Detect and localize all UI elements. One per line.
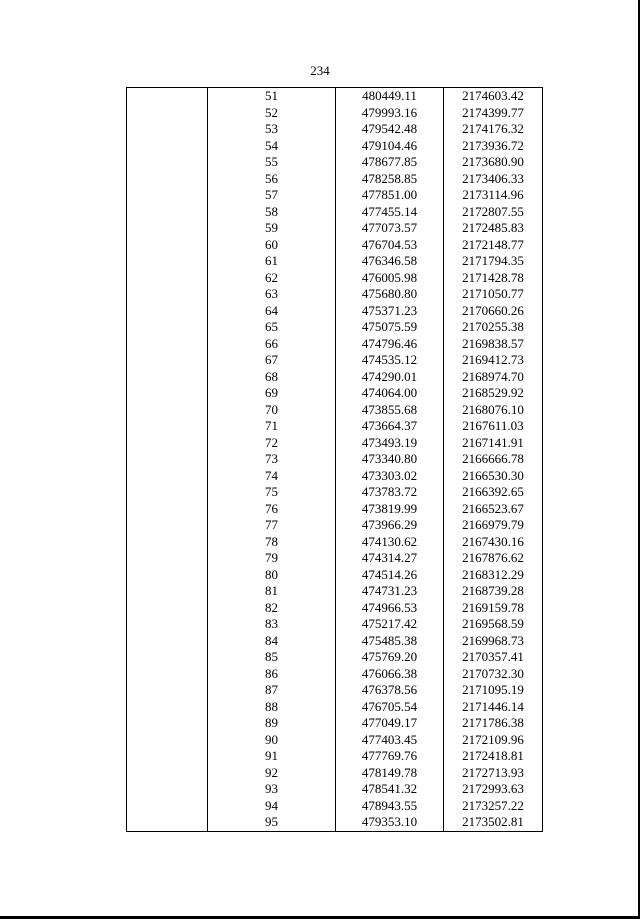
blank-cell	[127, 418, 208, 435]
blank-cell	[127, 154, 208, 171]
vertex-number-cell: 56	[208, 171, 336, 188]
y-coordinate-cell: 2170732.30	[444, 666, 543, 683]
vertex-number-cell: 52	[208, 105, 336, 122]
y-coordinate-cell: 2167141.91	[444, 435, 543, 452]
table-row	[127, 814, 543, 831]
x-coordinate-cell: 475680.80	[336, 286, 444, 303]
blank-cell	[127, 649, 208, 666]
vertex-number-cell: 90	[208, 732, 336, 749]
x-coordinate-cell: 474796.46	[336, 336, 444, 353]
vertex-number-cell: 73	[208, 451, 336, 468]
vertex-number-cell: 78	[208, 534, 336, 551]
vertex-number-cell: 60	[208, 237, 336, 254]
table-row	[127, 88, 543, 105]
blank-cell	[127, 121, 208, 138]
blank-cell	[127, 204, 208, 221]
blank-cell	[127, 748, 208, 765]
vertex-number-cell: 67	[208, 352, 336, 369]
coordinate-table-wrapper	[126, 87, 543, 832]
table-row	[127, 798, 543, 815]
blank-cell	[127, 616, 208, 633]
vertex-number-cell: 76	[208, 501, 336, 518]
y-coordinate-cell: 2171428.78	[444, 270, 543, 287]
x-coordinate-cell: 479353.10	[336, 814, 444, 831]
x-coordinate-cell: 473819.99	[336, 501, 444, 518]
table-row	[127, 435, 543, 452]
x-coordinate-cell: 473664.37	[336, 418, 444, 435]
x-coordinate-cell: 477403.45	[336, 732, 444, 749]
vertex-number-cell: 68	[208, 369, 336, 386]
blank-cell	[127, 517, 208, 534]
table-row	[127, 550, 543, 567]
blank-cell	[127, 270, 208, 287]
x-coordinate-cell: 476346.58	[336, 253, 444, 270]
x-coordinate-cell: 474966.53	[336, 600, 444, 617]
x-coordinate-cell: 475075.59	[336, 319, 444, 336]
vertex-number-cell: 83	[208, 616, 336, 633]
y-coordinate-cell: 2173680.90	[444, 154, 543, 171]
y-coordinate-cell: 2172993.63	[444, 781, 543, 798]
x-coordinate-cell: 479993.16	[336, 105, 444, 122]
y-coordinate-cell: 2168529.92	[444, 385, 543, 402]
x-coordinate-cell: 474290.01	[336, 369, 444, 386]
table-row	[127, 171, 543, 188]
x-coordinate-cell: 475485.38	[336, 633, 444, 650]
blank-cell	[127, 666, 208, 683]
table-row	[127, 319, 543, 336]
blank-cell	[127, 171, 208, 188]
table-row	[127, 682, 543, 699]
blank-cell	[127, 88, 208, 105]
blank-cell	[127, 402, 208, 419]
y-coordinate-cell: 2166392.65	[444, 484, 543, 501]
blank-cell	[127, 138, 208, 155]
vertex-number-cell: 65	[208, 319, 336, 336]
y-coordinate-cell: 2174176.32	[444, 121, 543, 138]
vertex-number-cell: 85	[208, 649, 336, 666]
table-row	[127, 204, 543, 221]
y-coordinate-cell: 2173502.81	[444, 814, 543, 831]
y-coordinate-cell: 2169968.73	[444, 633, 543, 650]
x-coordinate-cell: 474535.12	[336, 352, 444, 369]
table-row	[127, 187, 543, 204]
table-row	[127, 303, 543, 320]
y-coordinate-cell: 2170255.38	[444, 319, 543, 336]
x-coordinate-cell: 476704.53	[336, 237, 444, 254]
blank-cell	[127, 468, 208, 485]
table-row	[127, 732, 543, 749]
vertex-number-cell: 74	[208, 468, 336, 485]
table-row	[127, 583, 543, 600]
table-row	[127, 154, 543, 171]
y-coordinate-cell: 2171786.38	[444, 715, 543, 732]
vertex-number-cell: 95	[208, 814, 336, 831]
blank-cell	[127, 303, 208, 320]
table-row	[127, 616, 543, 633]
y-coordinate-cell: 2173406.33	[444, 171, 543, 188]
y-coordinate-cell: 2171794.35	[444, 253, 543, 270]
table-row	[127, 534, 543, 551]
vertex-number-cell: 86	[208, 666, 336, 683]
blank-cell	[127, 352, 208, 369]
x-coordinate-cell: 478258.85	[336, 171, 444, 188]
vertex-number-cell: 61	[208, 253, 336, 270]
blank-cell	[127, 501, 208, 518]
blank-cell	[127, 781, 208, 798]
x-coordinate-cell: 476705.54	[336, 699, 444, 716]
table-row	[127, 484, 543, 501]
table-row	[127, 418, 543, 435]
table-row	[127, 468, 543, 485]
table-row	[127, 352, 543, 369]
y-coordinate-cell: 2171050.77	[444, 286, 543, 303]
table-row	[127, 649, 543, 666]
y-coordinate-cell: 2172485.83	[444, 220, 543, 237]
table-row	[127, 765, 543, 782]
y-coordinate-cell: 2170357.41	[444, 649, 543, 666]
x-coordinate-cell: 474314.27	[336, 550, 444, 567]
y-coordinate-cell: 2172109.96	[444, 732, 543, 749]
blank-cell	[127, 765, 208, 782]
x-coordinate-cell: 476378.56	[336, 682, 444, 699]
table-row	[127, 237, 543, 254]
table-row	[127, 220, 543, 237]
blank-cell	[127, 633, 208, 650]
blank-cell	[127, 732, 208, 749]
table-row	[127, 567, 543, 584]
y-coordinate-cell: 2168076.10	[444, 402, 543, 419]
y-coordinate-cell: 2167876.62	[444, 550, 543, 567]
blank-cell	[127, 319, 208, 336]
x-coordinate-cell: 480449.11	[336, 88, 444, 105]
blank-cell	[127, 435, 208, 452]
x-coordinate-cell: 477049.17	[336, 715, 444, 732]
vertex-number-cell: 66	[208, 336, 336, 353]
table-row	[127, 633, 543, 650]
table-row	[127, 286, 543, 303]
blank-cell	[127, 715, 208, 732]
table-row	[127, 699, 543, 716]
page-number: 234	[310, 63, 330, 78]
y-coordinate-cell: 2169412.73	[444, 352, 543, 369]
y-coordinate-cell: 2169838.57	[444, 336, 543, 353]
x-coordinate-cell: 477851.00	[336, 187, 444, 204]
x-coordinate-cell: 473966.29	[336, 517, 444, 534]
vertex-number-cell: 63	[208, 286, 336, 303]
y-coordinate-cell: 2170660.26	[444, 303, 543, 320]
vertex-number-cell: 59	[208, 220, 336, 237]
x-coordinate-cell: 477455.14	[336, 204, 444, 221]
table-row	[127, 138, 543, 155]
y-coordinate-cell: 2167430.16	[444, 534, 543, 551]
y-coordinate-cell: 2169159.78	[444, 600, 543, 617]
y-coordinate-cell: 2174399.77	[444, 105, 543, 122]
table-row	[127, 451, 543, 468]
y-coordinate-cell: 2169568.59	[444, 616, 543, 633]
y-coordinate-cell: 2172418.81	[444, 748, 543, 765]
vertex-number-cell: 75	[208, 484, 336, 501]
x-coordinate-cell: 478943.55	[336, 798, 444, 815]
y-coordinate-cell: 2166523.67	[444, 501, 543, 518]
blank-cell	[127, 484, 208, 501]
blank-cell	[127, 253, 208, 270]
y-coordinate-cell: 2174603.42	[444, 88, 543, 105]
x-coordinate-cell: 478541.32	[336, 781, 444, 798]
blank-cell	[127, 385, 208, 402]
vertex-number-cell: 80	[208, 567, 336, 584]
y-coordinate-cell: 2172807.55	[444, 204, 543, 221]
table-row	[127, 385, 543, 402]
blank-cell	[127, 814, 208, 831]
y-coordinate-cell: 2166530.30	[444, 468, 543, 485]
table-row	[127, 270, 543, 287]
blank-cell	[127, 583, 208, 600]
y-coordinate-cell: 2168312.29	[444, 567, 543, 584]
table-row	[127, 517, 543, 534]
vertex-number-cell: 77	[208, 517, 336, 534]
x-coordinate-cell: 478677.85	[336, 154, 444, 171]
vertex-number-cell: 88	[208, 699, 336, 716]
y-coordinate-cell: 2166979.79	[444, 517, 543, 534]
blank-cell	[127, 699, 208, 716]
vertex-number-cell: 55	[208, 154, 336, 171]
x-coordinate-cell: 474130.62	[336, 534, 444, 551]
vertex-number-cell: 81	[208, 583, 336, 600]
vertex-number-cell: 92	[208, 765, 336, 782]
vertex-number-cell: 71	[208, 418, 336, 435]
x-coordinate-cell: 473783.72	[336, 484, 444, 501]
x-coordinate-cell: 475769.20	[336, 649, 444, 666]
x-coordinate-cell: 476066.38	[336, 666, 444, 683]
vertex-number-cell: 51	[208, 88, 336, 105]
x-coordinate-cell: 476005.98	[336, 270, 444, 287]
vertex-number-cell: 57	[208, 187, 336, 204]
x-coordinate-cell: 477073.57	[336, 220, 444, 237]
vertex-number-cell: 82	[208, 600, 336, 617]
vertex-number-cell: 64	[208, 303, 336, 320]
blank-cell	[127, 550, 208, 567]
vertex-number-cell: 72	[208, 435, 336, 452]
vertex-number-cell: 89	[208, 715, 336, 732]
vertex-number-cell: 84	[208, 633, 336, 650]
coordinate-table	[126, 87, 543, 832]
table-row	[127, 402, 543, 419]
blank-cell	[127, 451, 208, 468]
table-row	[127, 600, 543, 617]
y-coordinate-cell: 2166666.78	[444, 451, 543, 468]
y-coordinate-cell: 2167611.03	[444, 418, 543, 435]
blank-cell	[127, 336, 208, 353]
coordinate-table-body	[127, 88, 543, 832]
blank-cell	[127, 567, 208, 584]
table-row	[127, 121, 543, 138]
vertex-number-cell: 62	[208, 270, 336, 287]
x-coordinate-cell: 478149.78	[336, 765, 444, 782]
y-coordinate-cell: 2173257.22	[444, 798, 543, 815]
table-row	[127, 105, 543, 122]
x-coordinate-cell: 473303.02	[336, 468, 444, 485]
table-row	[127, 715, 543, 732]
y-coordinate-cell: 2168974.70	[444, 369, 543, 386]
vertex-number-cell: 93	[208, 781, 336, 798]
y-coordinate-cell: 2171446.14	[444, 699, 543, 716]
table-row	[127, 666, 543, 683]
x-coordinate-cell: 473493.19	[336, 435, 444, 452]
vertex-number-cell: 53	[208, 121, 336, 138]
vertex-number-cell: 91	[208, 748, 336, 765]
blank-cell	[127, 534, 208, 551]
x-coordinate-cell: 477769.76	[336, 748, 444, 765]
x-coordinate-cell: 473340.80	[336, 451, 444, 468]
table-row	[127, 781, 543, 798]
x-coordinate-cell: 475371.23	[336, 303, 444, 320]
table-row	[127, 748, 543, 765]
y-coordinate-cell: 2172148.77	[444, 237, 543, 254]
x-coordinate-cell: 474514.26	[336, 567, 444, 584]
x-coordinate-cell: 479104.46	[336, 138, 444, 155]
vertex-number-cell: 58	[208, 204, 336, 221]
blank-cell	[127, 798, 208, 815]
blank-cell	[127, 187, 208, 204]
blank-cell	[127, 600, 208, 617]
blank-cell	[127, 369, 208, 386]
y-coordinate-cell: 2171095.19	[444, 682, 543, 699]
vertex-number-cell: 87	[208, 682, 336, 699]
x-coordinate-cell: 473855.68	[336, 402, 444, 419]
table-row	[127, 369, 543, 386]
y-coordinate-cell: 2173936.72	[444, 138, 543, 155]
vertex-number-cell: 69	[208, 385, 336, 402]
blank-cell	[127, 220, 208, 237]
blank-cell	[127, 682, 208, 699]
vertex-number-cell: 79	[208, 550, 336, 567]
vertex-number-cell: 70	[208, 402, 336, 419]
vertex-number-cell: 54	[208, 138, 336, 155]
x-coordinate-cell: 479542.48	[336, 121, 444, 138]
vertex-number-cell: 94	[208, 798, 336, 815]
table-row	[127, 336, 543, 353]
x-coordinate-cell: 474064.00	[336, 385, 444, 402]
x-coordinate-cell: 475217.42	[336, 616, 444, 633]
blank-cell	[127, 105, 208, 122]
y-coordinate-cell: 2168739.28	[444, 583, 543, 600]
table-row	[127, 253, 543, 270]
blank-cell	[127, 286, 208, 303]
table-row	[127, 501, 543, 518]
y-coordinate-cell: 2172713.93	[444, 765, 543, 782]
x-coordinate-cell: 474731.23	[336, 583, 444, 600]
blank-cell	[127, 237, 208, 254]
y-coordinate-cell: 2173114.96	[444, 187, 543, 204]
